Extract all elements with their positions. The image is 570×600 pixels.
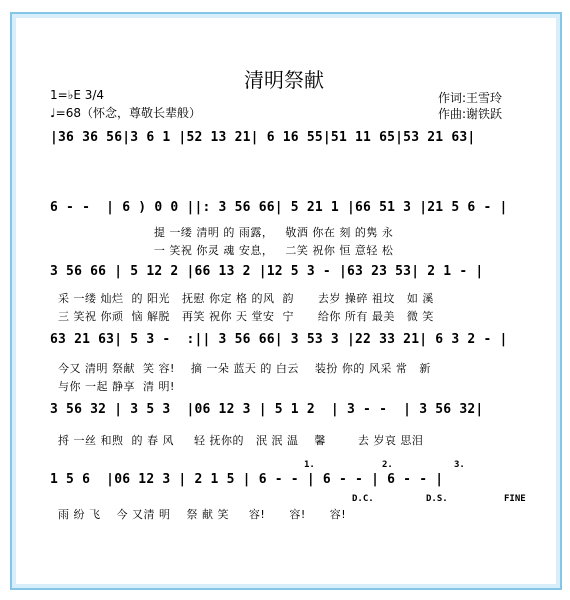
volta-1: 1. — [304, 460, 315, 470]
volta-2: 2. — [382, 460, 393, 470]
staff-line-3: 3 56 66 | 5 12 2 |66 13 2 |12 5 3 - |63 23 53| 2 1 - | — [50, 264, 484, 279]
music-sheet — [22, 30, 546, 580]
staff-line-1: |36 36 56|3 6 1 |52 13 21| 6 16 55|51 11 65|53 21 63| — [50, 130, 476, 145]
lyric-line: 提 一缕 清明 的 雨露， 敬酒 你在 刻 的隽 永 — [58, 226, 394, 239]
staff-line-2: 6 - - | 6 ) 0 0 ||: 3 56 66| 5 21 1 |66 51 3 |21 5 6 - | — [50, 200, 508, 215]
lyric-line: 与你 一起 静享 清 明! — [58, 380, 175, 393]
ds-mark: D.S. — [426, 494, 448, 504]
credits — [438, 90, 502, 122]
lyric-line: 今又 清明 祭献 笑 容! 摘 一朵 蓝天 的 白云 装扮 你的 风采 常 新 — [58, 362, 431, 375]
lyric-line: 捋 一丝 和煦 的 春 风 轻 抚你的 泯 泯 温 馨 去 岁哀 思泪 — [58, 434, 424, 447]
staff-line-4: 63 21 63| 5 3 - :|| 3 56 66| 3 53 3 |22 33 21| 6 3 2 - | — [50, 332, 508, 347]
dc-mark: D.C. — [352, 494, 374, 504]
lyric-line: 三 笑祝 你顽 恼 解脱 再笑 祝你 天 堂安 宁 给你 所有 最美 微 笑 — [58, 310, 434, 323]
volta-3: 3. — [454, 460, 465, 470]
staff-line-6: 1 5 6 |06 12 3 | 2 1 5 | 6 - - | 6 - - | 6 - - | — [50, 472, 444, 487]
lyric-line: 一 笑祝 你灵 魂 安息， 二笑 祝你 恒 意轻 松 — [58, 244, 394, 257]
lyricist: 作词:王雪玲 — [437, 91, 502, 105]
fine-mark: FINE — [504, 494, 526, 504]
staff-line-5: 3 56 32 | 3 5 3 |06 12 3 | 5 1 2 | 3 - - | 3 56 32| — [50, 402, 484, 417]
lyric-line: 采 一缕 灿烂 的 阳光 抚慰 你定 格 的风 韵 去岁 操碎 祖坟 如 溪 — [58, 292, 434, 305]
lyric-line: 雨 纷 飞 今 又清 明 祭 献 笑 容! 容! 容! — [58, 508, 347, 521]
composer: 作曲:谢铁跃 — [437, 107, 502, 121]
key-signature: 1=♭E 3/4 — [50, 88, 105, 102]
tempo-marking: ♩=68（怀念，尊敬长辈般） — [50, 106, 201, 120]
song-title: 清明祭献 — [244, 68, 324, 92]
